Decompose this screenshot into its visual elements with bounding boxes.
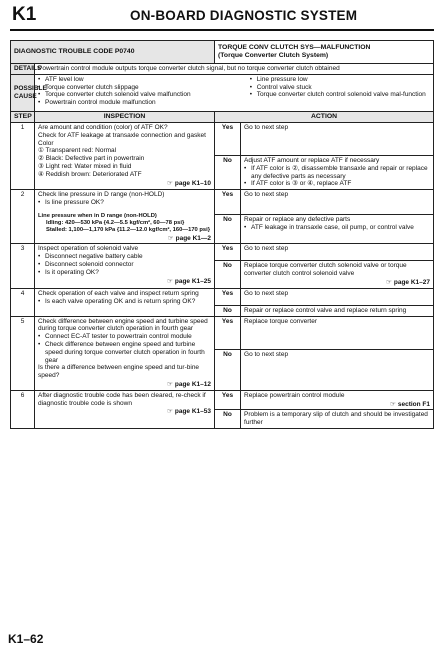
- cause-label: POSSIBLE CAUSE: [11, 74, 35, 111]
- no-action: Replace torque converter clutch solenoid valve or torque converter clutch control solenoid valve ☞ page K1–27: [241, 261, 434, 288]
- cause-list: [35, 74, 434, 111]
- step-inspection: Check difference between engine speed and turbine speed during torque converter clutch operation in fourth gear • Connect EC-AT tester to powertrain control module • Check difference between engine speed and turbine speed during torque converter clutch operation in fourth gear Is there a difference between engine speed and tur-bine speed? ☞ page K1–12: [35, 316, 215, 390]
- no-action: Adjust ATF amount or replace ATF if necessary • If ATF color is ②, disassemble transaxle and repair or replace any defective parts as necessary • If ATF color is ③ or ④, replace ATF: [241, 155, 434, 189]
- page-reference[interactable]: ☞ page K1—2: [167, 234, 212, 242]
- col-inspection: INSPECTION: [35, 111, 215, 122]
- details-text: Powertrain control module outputs torque converter clutch signal, but no torque converter clutch obtained: [35, 64, 434, 75]
- dtc-code: DIAGNOSTIC TROUBLE CODE P0740: [11, 41, 215, 64]
- page-reference[interactable]: ☞ page K1–25: [167, 277, 212, 285]
- yes-label: Yes: [215, 390, 241, 410]
- step-inspection: Inspect operation of solenoid valve • Disconnect negative battery cable • Disconnect solenoid connector • Is it operating OK? ☞ page K1–25: [35, 244, 215, 288]
- section-id: K1: [12, 4, 37, 25]
- yes-action: Go to next step: [241, 122, 434, 155]
- dtc-row: [11, 41, 434, 64]
- no-label: No: [215, 305, 241, 316]
- page-reference[interactable]: ☞ page K1–10: [167, 179, 212, 187]
- page-number: K1–62: [8, 632, 44, 646]
- yes-action: Go to next step: [241, 190, 434, 215]
- no-label: No: [215, 410, 241, 429]
- cause-item: • ATF level low: [38, 76, 250, 84]
- page-reference[interactable]: ☞ page K1–12: [167, 380, 212, 388]
- page-reference[interactable]: ☞ page K1–53: [167, 408, 212, 416]
- step-row: [11, 288, 434, 305]
- book-reference-icon: ☞: [386, 278, 392, 286]
- no-label: No: [215, 215, 241, 244]
- no-action: Problem is a temporary slip of clutch and should be investigated further: [241, 410, 434, 429]
- page-reference[interactable]: ☞ section F1: [390, 400, 431, 408]
- step-number: 1: [11, 122, 35, 189]
- cause-item: • Control valve stuck: [250, 84, 430, 92]
- cause-item: • Torque converter clutch slippage: [38, 84, 250, 92]
- details-row: [11, 64, 434, 75]
- book-reference-icon: ☞: [167, 234, 174, 242]
- step-number: 6: [11, 390, 35, 428]
- dtc-name: TORQUE CONV CLUTCH SYS—MALFUNCTION (Torque Converter Clutch System): [215, 41, 434, 64]
- step-row: [11, 190, 434, 215]
- yes-label: Yes: [215, 122, 241, 155]
- page-header: [10, 4, 434, 30]
- step-number: 5: [11, 316, 35, 390]
- book-reference-icon: ☞: [167, 408, 173, 416]
- cause-item: • Line pressure low: [250, 76, 430, 84]
- no-label: No: [215, 261, 241, 288]
- yes-action: Go to next step: [241, 288, 434, 305]
- page-reference[interactable]: ☞ page K1–27: [386, 278, 431, 286]
- diagnostic-table: [10, 40, 434, 429]
- step-inspection: After diagnostic trouble code has been cleared, re-check if diagnostic trouble code is shown ☞ page K1–53: [35, 390, 215, 428]
- cause-item: • Torque converter clutch control solenoid valve mal-function: [250, 91, 430, 99]
- step-number: 4: [11, 288, 35, 316]
- step-inspection: Are amount and condition (color) of ATF OK? Check for ATF leakage at transaxle connection and gasket Color ① Transparent red: Normal ② Black: Defective part in powertrain ③ Light red: Water mixed in fluid ④ Reddish brown: Deteriorated ATF ☞ page K1–10: [35, 122, 215, 189]
- yes-action: Replace powertrain control module ☞ section F1: [241, 390, 434, 410]
- step-inspection: Check line pressure in D range (non-HOLD) • Is line pressure OK? Line pressure when in D range (non-HOLD) Idling: 420—530 kPa {4.2—5.5 kgf/cm², 60—78 psi} Stalled: 1,100—1,170 kPa {11.2—12.0 kgf/cm², 160—170 psi} ☞ page K1—2: [35, 190, 215, 244]
- step-row: [11, 244, 434, 261]
- header-rule: [10, 29, 434, 31]
- yes-label: Yes: [215, 288, 241, 305]
- step-row: [11, 316, 434, 349]
- col-action: ACTION: [215, 111, 434, 122]
- cause-item: • Torque converter clutch solenoid valve malfunction: [38, 91, 250, 99]
- step-row: [11, 122, 434, 155]
- yes-label: Yes: [215, 316, 241, 349]
- step-number: 2: [11, 190, 35, 244]
- book-reference-icon: ☞: [167, 179, 173, 187]
- cause-row: [11, 74, 434, 111]
- step-inspection: Check operation of each valve and inspect return spring • Is each valve operating OK and is return spring OK?: [35, 288, 215, 316]
- details-label: DETAILS: [11, 64, 35, 75]
- section-title: ON-BOARD DIAGNOSTIC SYSTEM: [130, 8, 358, 23]
- column-header-row: [11, 111, 434, 122]
- step-number: 3: [11, 244, 35, 288]
- book-reference-icon: ☞: [167, 380, 173, 388]
- yes-label: Yes: [215, 244, 241, 261]
- no-action: Repair or replace control valve and replace return spring: [241, 305, 434, 316]
- cause-item: • Powertrain control module malfunction: [38, 99, 250, 107]
- yes-label: Yes: [215, 190, 241, 215]
- book-reference-icon: ☞: [167, 277, 173, 285]
- yes-action: Go to next step: [241, 244, 434, 261]
- no-action: Go to next step: [241, 349, 434, 390]
- step-row: [11, 390, 434, 410]
- spec-title: Line pressure when in D range (non-HOLD): [38, 212, 157, 219]
- col-step: STEP: [11, 111, 35, 122]
- no-label: No: [215, 155, 241, 189]
- no-label: No: [215, 349, 241, 390]
- no-action: Repair or replace any defective parts • ATF leakage in transaxle case, oil pump, or control valve: [241, 215, 434, 244]
- yes-action: Replace torque converter: [241, 316, 434, 349]
- book-reference-icon: ☞: [390, 400, 396, 408]
